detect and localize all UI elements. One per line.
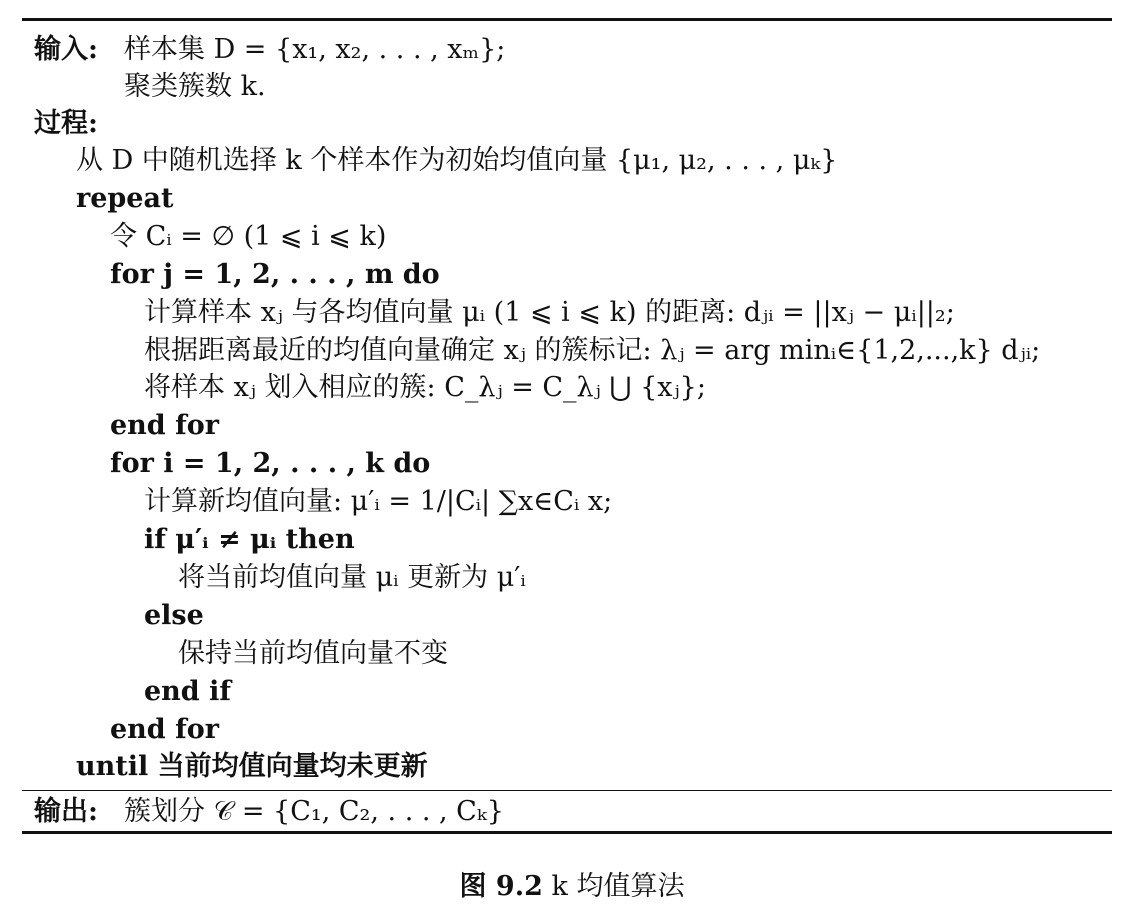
input-text-2: 聚类簇数 k. [124, 71, 266, 102]
step-text: for i = 1, 2, . . . , k do [110, 448, 431, 480]
step-text: 计算样本 xⱼ 与各均值向量 μᵢ (1 ⩽ i ⩽ k) 的距离: dⱼᵢ = ||xⱼ − μᵢ||₂; [144, 296, 955, 328]
output-label: 输出: [34, 796, 98, 827]
figure-number: 图 9.2 [459, 871, 543, 902]
process-label: 过程: [34, 108, 98, 139]
step-text: if μ′ᵢ ≠ μᵢ then [144, 524, 355, 555]
bottom-rule [22, 831, 1112, 834]
step-text: for j = 1, 2, . . . , m do [110, 258, 440, 290]
step-text: 根据距离最近的均值向量确定 xⱼ 的簇标记: λⱼ = arg minᵢ∈{1,2,...,k} dⱼᵢ; [144, 334, 1041, 366]
step-text: 计算新均值向量: μ′ᵢ = 1/|Cᵢ| ∑x∈Cᵢ x; [144, 486, 613, 518]
middle-rule [22, 790, 1112, 791]
input-text-1: 样本集 D = {x₁, x₂, . . . , xₘ}; [124, 34, 506, 65]
step-text: 从 D 中随机选择 k 个样本作为初始均值向量 {μ₁, μ₂, . . . , μₖ} [76, 145, 838, 176]
step-text: 保持当前均值向量不变 [178, 637, 448, 669]
step-text: end for [110, 410, 219, 442]
top-rule [22, 18, 1112, 21]
step-text: 令 Cᵢ = ∅ (1 ⩽ i ⩽ k) [110, 220, 387, 252]
step-text: until 当前均值向量均未更新 [76, 751, 428, 783]
step-text: 将当前均值向量 μᵢ 更新为 μ′ᵢ [178, 561, 526, 593]
output-text: 簇划分 𝒞 = {C₁, C₂, . . . , Cₖ} [124, 796, 504, 827]
step-text: end if [144, 675, 231, 707]
figure-title: k 均值算法 [551, 871, 685, 902]
step-text: repeat [76, 182, 174, 214]
step-text: end for [110, 713, 219, 745]
step-text: 将样本 xⱼ 划入相应的簇: C_λⱼ = C_λⱼ ⋃ {xⱼ}; [144, 372, 706, 404]
input-label: 输入: [34, 34, 98, 65]
step-text: else [144, 599, 204, 631]
figure-caption [0, 864, 1144, 903]
